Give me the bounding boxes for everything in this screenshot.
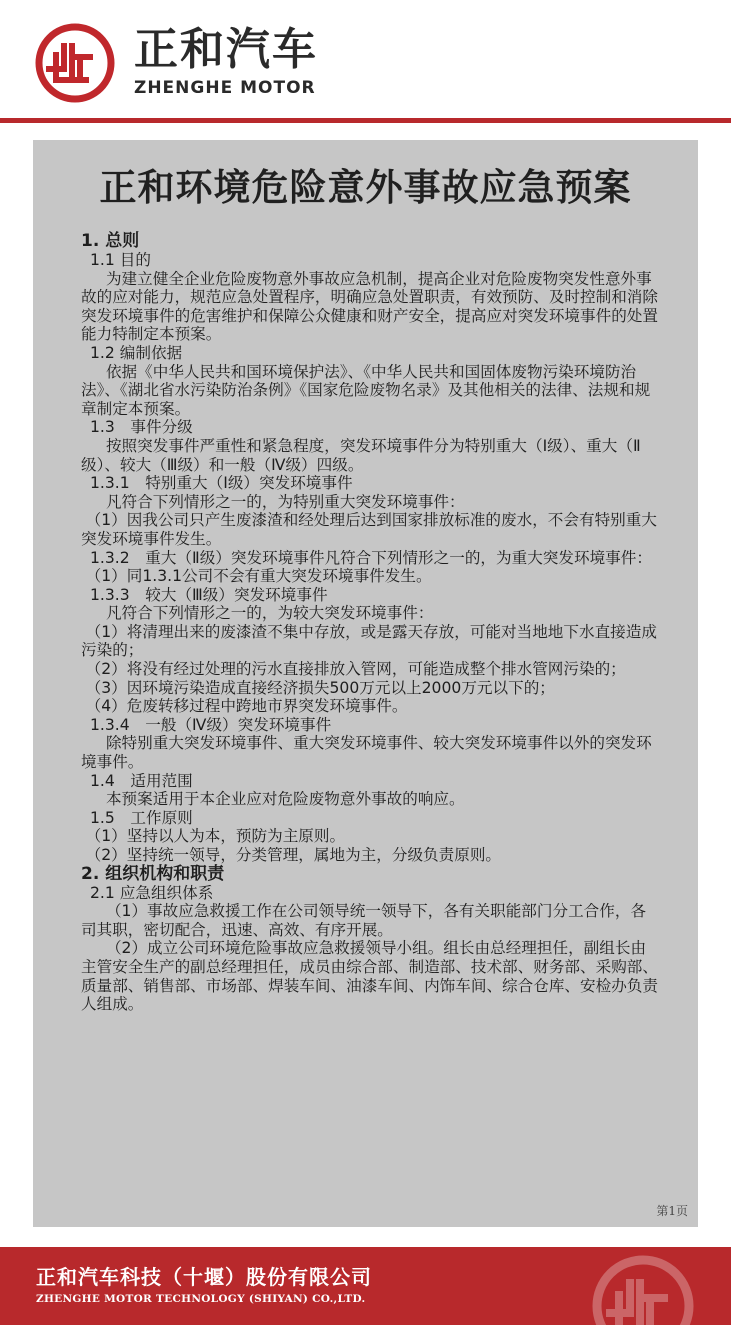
- paragraph: 本预案适用于本企业应对危险废物意外事故的响应。: [105, 790, 465, 809]
- document-panel: [33, 140, 698, 1227]
- subsection-heading: 1.3.1 特别重大（Ⅰ级）突发环境事件: [90, 474, 353, 493]
- list-item: （4）危废转移过程中跨地市界突发环境事件。: [85, 697, 408, 716]
- subsection-heading: 1.3.4 一般（Ⅳ级）突发环境事件: [90, 715, 332, 734]
- paragraph: （1）事故应急救援工作在公司领导统一领导下，各有关职能部门分工合作，各司其职，密切配合，迅速、高效、有序开展。: [81, 902, 647, 939]
- subsection-heading: 1.5 工作原则: [90, 808, 193, 827]
- paragraph: （2）成立公司环境危险事故应急救援领导小组。组长由总经理担任，副组长由主管安全生产的副总经理担任，成员由综合部、制造部、技术部、财务部、采购部、质量部、销售部、市场部、焊装车间、油漆车间、内饰车间、综合仓库、安检办负责人组成。: [81, 939, 658, 1014]
- company-name-cn: 正和汽车科技（十堰）股份有限公司: [36, 1265, 372, 1289]
- bottom-strip: [0, 1325, 731, 1334]
- zhenghe-logo-watermark-icon: [588, 1251, 698, 1325]
- paragraph: 凡符合下列情形之一的，为特别重大突发环境事件：: [105, 492, 465, 511]
- section-heading: 2. 组织机构和职责: [81, 863, 225, 884]
- header-divider: [0, 118, 731, 123]
- document-title: 正和环境危险意外事故应急预案: [99, 166, 632, 209]
- list-item: （2）坚持统一领导，分类管理，属地为主，分级负责原则。: [85, 846, 502, 864]
- list-item: （1）坚持以人为本，预防为主原则。: [85, 827, 346, 846]
- list-item: （1）因我公司只产生废漆渣和经处理后达到国家排放标准的废水，不会有特别重大突发环境事件发生。: [81, 511, 657, 548]
- list-item: （2）将没有经过处理的污水直接排放入管网，可能造成整个排水管网污染的；: [85, 660, 626, 679]
- paragraph: 按照突发事件严重性和紧急程度，突发环境事件分为特别重大（Ⅰ级）、重大（Ⅱ级）、较大（Ⅲ级）和一般（Ⅳ级）四级。: [81, 436, 641, 474]
- page-number: 第1页: [656, 1204, 688, 1218]
- paragraph: 依据《中华人民共和国环境保护法》、《中华人民共和国固体废物污染环境防治法》、《湖北省水污染防治条例》《国家危险废物名录》及其他相关的法律、法规和规章制定本预案。: [81, 362, 651, 418]
- header: [0, 0, 731, 118]
- company-name-en: ZHENGHE MOTOR TECHNOLOGY (SHIYAN) CO.,LTD.: [36, 1293, 366, 1305]
- subsection-heading: 1.4 适用范围: [90, 771, 193, 790]
- list-item: （3）因环境污染造成直接经济损失500万元以上2000万元以下的；: [85, 678, 555, 697]
- paragraph: 凡符合下列情形之一的，为较大突发环境事件：: [105, 604, 434, 623]
- footer: [0, 1247, 731, 1325]
- brand-name-en: ZHENGHE MOTOR: [134, 78, 316, 98]
- subsection-heading: 1.3 事件分级: [90, 418, 193, 437]
- document-body: [81, 232, 661, 1014]
- brand-name-cn: 正和汽车: [134, 24, 318, 75]
- section-heading: 1. 总则: [81, 231, 140, 251]
- subsection-heading: 1.3.2 重大（Ⅱ级）突发环境事件凡符合下列情形之一的，为重大突发环境事件：: [90, 548, 652, 567]
- paragraph: 为建立健全企业危险废物意外事故应急机制，提高企业对危险废物突发性意外事故的应对能力，规范应急处置程序，明确应急处置职责，有效预防、及时控制和消除突发环境事件的危害维护和保障公众健康和财产安全，提高应对突发环境事件的处置能力特制定本预案。: [81, 269, 658, 344]
- list-item: （1）同1.3.1公司不会有重大突发环境事件发生。: [85, 567, 432, 586]
- subsection-heading: 1.1 目的: [90, 251, 151, 269]
- subsection-heading: 1.2 编制依据: [90, 343, 183, 362]
- list-item: （1）将清理出来的废漆渣不集中存放，或是露天存放，可能对当地地下水直接造成污染的；: [81, 622, 657, 660]
- paragraph: 除特别重大突发环境事件、重大突发环境事件、较大突发环境事件以外的突发环境事件。: [81, 734, 652, 772]
- subsection-heading: 1.3.3 较大（Ⅲ级）突发环境事件: [90, 585, 328, 604]
- subsection-heading: 2.1 应急组织体系: [90, 883, 214, 902]
- zhenghe-logo-icon: [34, 22, 116, 104]
